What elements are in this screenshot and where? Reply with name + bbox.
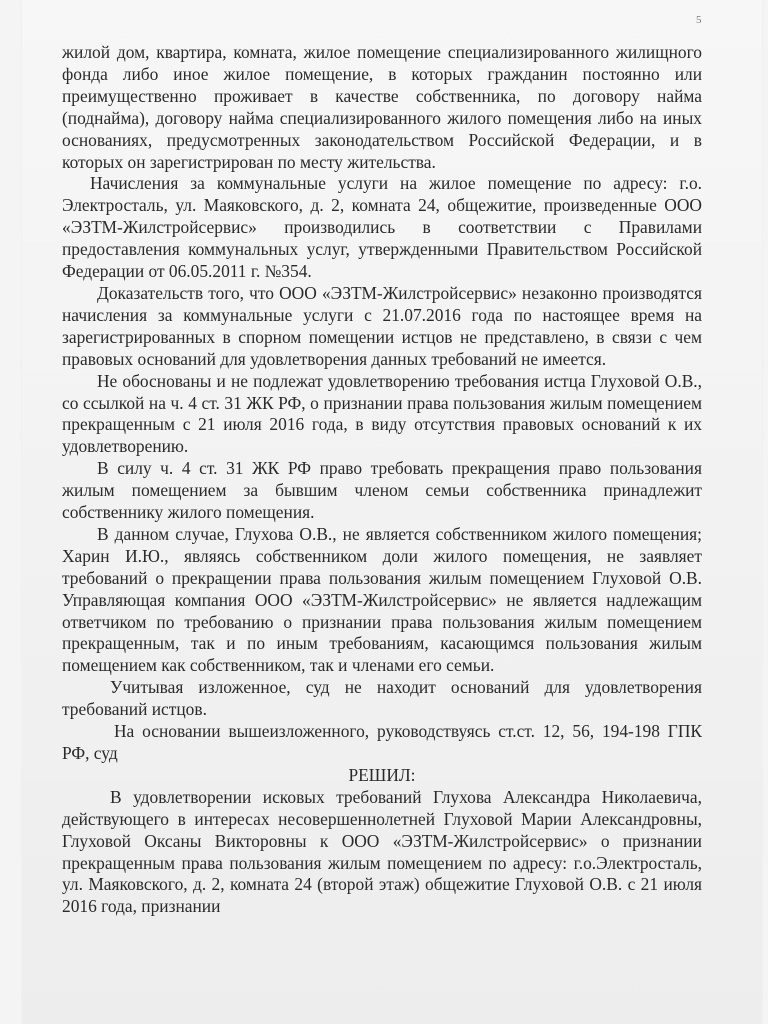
page-number: 5 [696,14,702,26]
paragraph-this-case: В данном случае, Глухова О.В., не является собственником жилого помещения; Харин И.Ю., являясь собственником доли жилого помещения, не заявляет требований о прекращении права пользования жилым помещением Глуховой О.В. Управляющая компания ООО «ЭЗТМ-Жилстройсервис» не является надлежащим ответчиком по требованию о признании права пользования жилым помещением прекращенным, так и по иным требованиям, касающимся пользования жилым помещением как собственником, так и членами его семьи. [62,523,702,676]
paragraph-residence-definition: жилой дом, квартира, комната, жилое помещение специализированного жилищного фонда либо иное жилое помещение, в которых гражданин постоянно или преимущественно проживает в качестве собственника, по договору найма (поднайма), договору найма специализированного жилого помещения либо на иных основаниях, предусмотренных законодательством Российской Федерации, и в которых он зарегистрирован по месту жительства. [62,42,702,172]
paragraph-on-basis: На основании вышеизложенного, руководствуясь ст.ст. 12, 56, 194-198 ГПК РФ, суд [62,721,702,763]
paragraph-considering: Учитывая изложенное, суд не находит оснований для удовлетворения требований истцов. [62,677,702,720]
document-page [22,0,762,1024]
paragraph-no-evidence: Доказательств того, что ООО «ЭЗТМ-Жилстройсервис» незаконно производятся начисления за коммунальные услуги с 21.07.2016 года по настоящее время на зарегистрированных в спорном помещении истцов не представлено, в связи с чем правовых оснований для удовлетворения данных требований не имеется. [62,282,702,369]
paragraph-article-31: В силу ч. 4 ст. 31 ЖК РФ право требовать прекращения право пользования жилым помещением за бывшим членом семьи собственника принадлежит собственнику жилого помещения. [62,458,702,523]
paragraph-utility-charges: Начисления за коммунальные услуги на жилое помещение по адресу: г.о. Электросталь, ул. Маяковского, д. 2, комната 24, общежитие, произведенные ООО «ЭЗТМ-Жилстройсервис» производились в соответствии с Правилами предоставления коммунальных услуг, утвержденными Правительством Российской Федерации от 06.05.2011 г. №354. [62,173,702,282]
document-body [62,42,702,918]
paragraph-unfounded-claims: Не обоснованы и не подлежат удовлетворению требования истца Глуховой О.В., со ссылкой на ч. 4 ст. 31 ЖК РФ, о признании права пользования жилым помещением прекращенным с 21 июля 2016 года, в виду отсутствия правовых оснований к их удовлетворению. [62,370,702,457]
decision-heading: РЕШИЛ: [348,764,416,785]
paragraph-decision: В удовлетворении исковых требований Глухова Александра Николаевича, действующего в интересах несовершеннолетней Глуховой Марии Александровны, Глуховой Оксаны Викторовны к ООО «ЭЗТМ-Жилстройсервис» о признании прекращенным права пользования жилым помещением по адресу: г.о.Электросталь, ул. Маяковского, д. 2, комната 24 (второй этаж) общежитие Глуховой О.В. с 21 июля 2016 года, признании [62,786,702,917]
